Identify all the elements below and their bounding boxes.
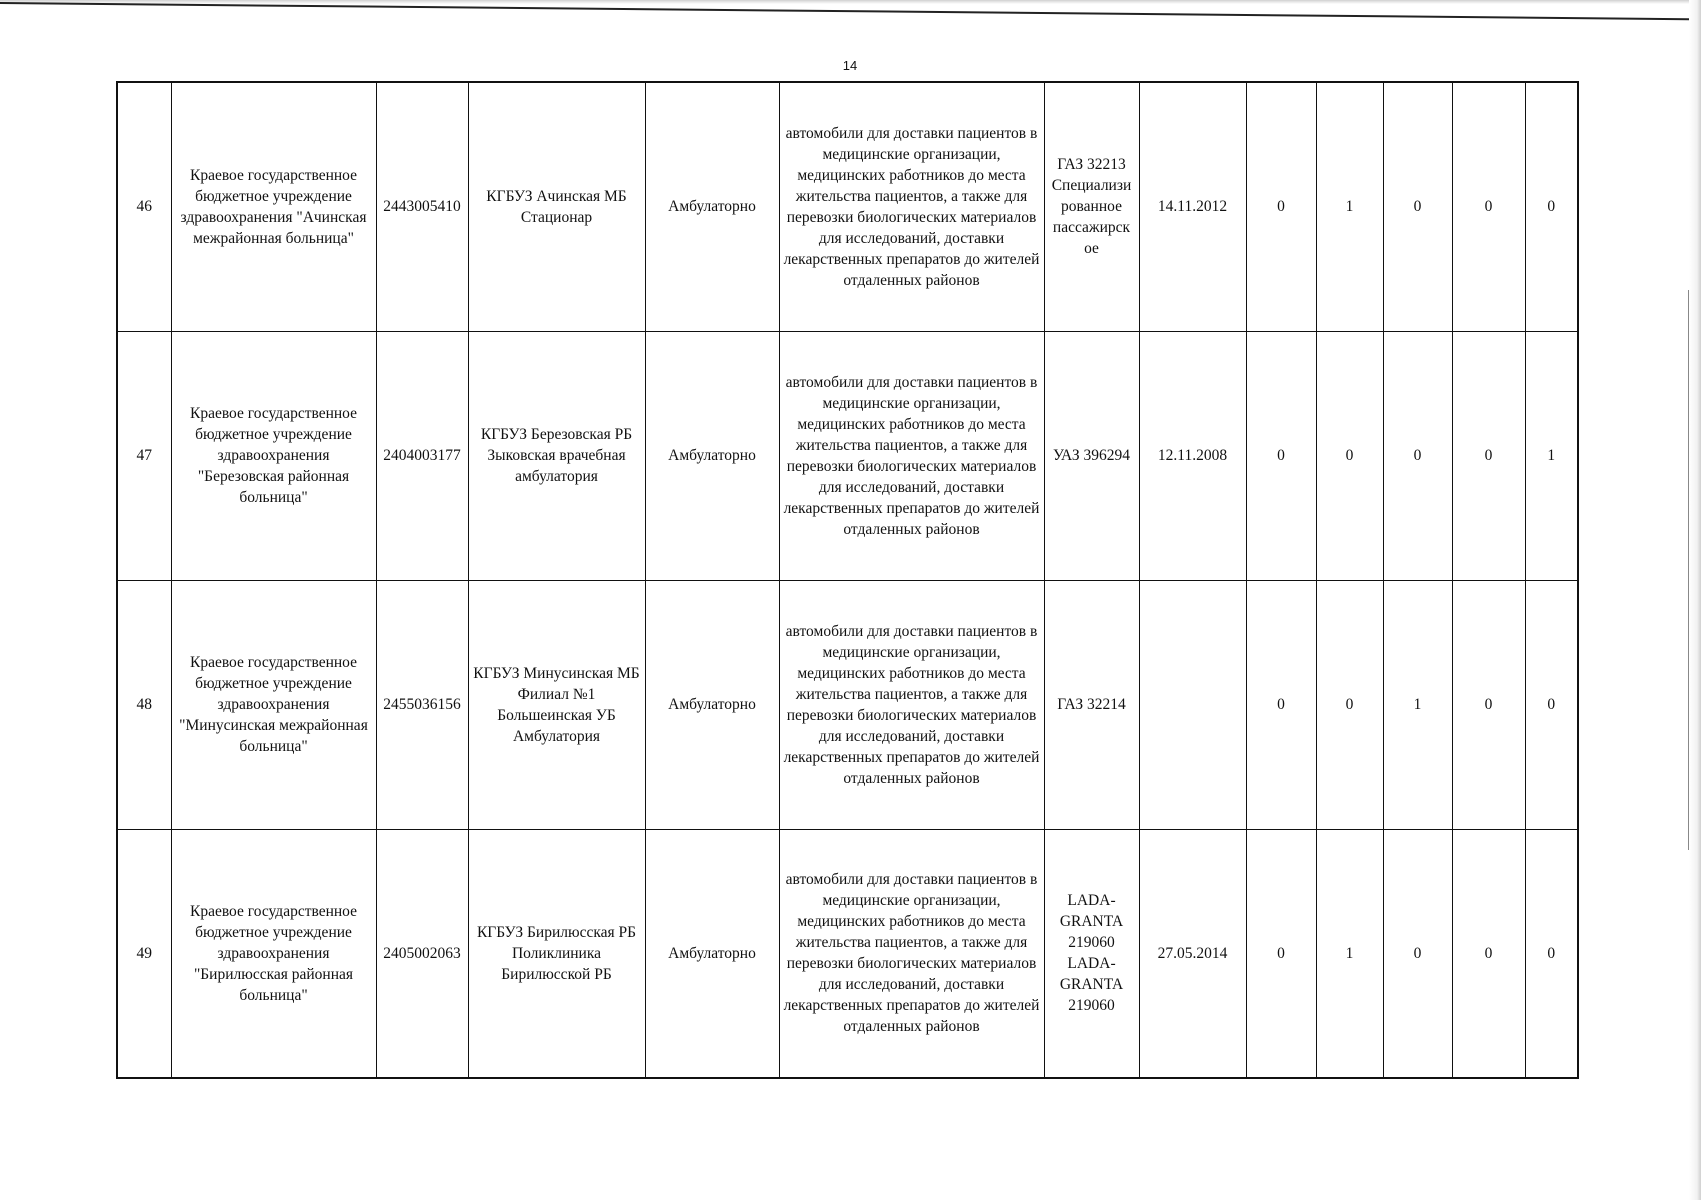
registration-date bbox=[1139, 580, 1246, 829]
count-cell-5: 1 bbox=[1525, 331, 1578, 580]
vehicle-model: УАЗ 396294 bbox=[1044, 331, 1139, 580]
count-cell-5: 0 bbox=[1525, 829, 1578, 1078]
page-number: 14 bbox=[842, 58, 858, 73]
count-cell-1: 0 bbox=[1246, 829, 1316, 1078]
count-cell-1: 0 bbox=[1246, 580, 1316, 829]
vehicle-model: LADA-GRANTA 219060 LADA-GRANTA 219060 bbox=[1044, 829, 1139, 1078]
subdivision-name: КГБУЗ Березовская РБ Зыковская врачебная амбулатория bbox=[468, 331, 645, 580]
inn-code: 2405002063 bbox=[376, 829, 468, 1078]
count-cell-3: 0 bbox=[1383, 331, 1452, 580]
count-cell-4: 0 bbox=[1452, 82, 1525, 331]
vehicle-purpose: автомобили для доставки пациентов в медицинские организации, медицинских работников до места жительства пациентов, а также для перевозки биологических материалов для исследований, доставки лекарственных препаратов до жителей отдаленных районов bbox=[779, 82, 1044, 331]
count-cell-2: 0 bbox=[1316, 331, 1383, 580]
count-cell-3: 0 bbox=[1383, 829, 1452, 1078]
organization-name: Краевое государственное бюджетное учреждение здравоохранения "Ачинская межрайонная больница" bbox=[171, 82, 376, 331]
count-cell-5: 0 bbox=[1525, 580, 1578, 829]
registration-date: 12.11.2008 bbox=[1139, 331, 1246, 580]
scan-shadow-right bbox=[1689, 0, 1701, 1200]
inn-code: 2404003177 bbox=[376, 331, 468, 580]
inn-code: 2455036156 bbox=[376, 580, 468, 829]
registration-date: 27.05.2014 bbox=[1139, 829, 1246, 1078]
subdivision-name: КГБУЗ Бирилюсская РБ Поликлиника Бирилюсской РБ bbox=[468, 829, 645, 1078]
table-row bbox=[117, 82, 1578, 331]
care-mode: Амбулаторно bbox=[645, 829, 779, 1078]
row-number: 46 bbox=[117, 82, 171, 331]
count-cell-1: 0 bbox=[1246, 82, 1316, 331]
table-row bbox=[117, 829, 1578, 1078]
subdivision-name: КГБУЗ Ачинская МБ Стационар bbox=[468, 82, 645, 331]
inn-code: 2443005410 bbox=[376, 82, 468, 331]
table-row bbox=[117, 331, 1578, 580]
organization-name: Краевое государственное бюджетное учреждение здравоохранения "Березовская районная больница" bbox=[171, 331, 376, 580]
vehicle-purpose: автомобили для доставки пациентов в медицинские организации, медицинских работников до места жительства пациентов, а также для перевозки биологических материалов для исследований, доставки лекарственных препаратов до жителей отдаленных районов bbox=[779, 580, 1044, 829]
count-cell-4: 0 bbox=[1452, 580, 1525, 829]
table-row bbox=[117, 580, 1578, 829]
care-mode: Амбулаторно bbox=[645, 580, 779, 829]
row-number: 49 bbox=[117, 829, 171, 1078]
scan-margin-line bbox=[1688, 290, 1689, 850]
vehicle-model: ГАЗ 32214 bbox=[1044, 580, 1139, 829]
subdivision-name: КГБУЗ Минусинская МБ Филиал №1 Большеинская УБ Амбулатория bbox=[468, 580, 645, 829]
count-cell-4: 0 bbox=[1452, 829, 1525, 1078]
count-cell-3: 0 bbox=[1383, 82, 1452, 331]
care-mode: Амбулаторно bbox=[645, 331, 779, 580]
vehicle-purpose: автомобили для доставки пациентов в медицинские организации, медицинских работников до места жительства пациентов, а также для перевозки биологических материалов для исследований, доставки лекарственных препаратов до жителей отдаленных районов bbox=[779, 829, 1044, 1078]
organization-name: Краевое государственное бюджетное учреждение здравоохранения "Минусинская межрайонная больница" bbox=[171, 580, 376, 829]
vehicle-purpose: автомобили для доставки пациентов в медицинские организации, медицинских работников до места жительства пациентов, а также для перевозки биологических материалов для исследований, доставки лекарственных препаратов до жителей отдаленных районов bbox=[779, 331, 1044, 580]
vehicle-registry-table bbox=[116, 81, 1579, 1079]
registration-date: 14.11.2012 bbox=[1139, 82, 1246, 331]
count-cell-3: 1 bbox=[1383, 580, 1452, 829]
care-mode: Амбулаторно bbox=[645, 82, 779, 331]
vehicle-model: ГАЗ 32213 Специализи рованное пассажирск ое bbox=[1044, 82, 1139, 331]
count-cell-2: 0 bbox=[1316, 580, 1383, 829]
count-cell-2: 1 bbox=[1316, 829, 1383, 1078]
count-cell-4: 0 bbox=[1452, 331, 1525, 580]
row-number: 48 bbox=[117, 580, 171, 829]
count-cell-2: 1 bbox=[1316, 82, 1383, 331]
count-cell-1: 0 bbox=[1246, 331, 1316, 580]
count-cell-5: 0 bbox=[1525, 82, 1578, 331]
row-number: 47 bbox=[117, 331, 171, 580]
organization-name: Краевое государственное бюджетное учреждение здравоохранения "Бирилюсская районная больница" bbox=[171, 829, 376, 1078]
